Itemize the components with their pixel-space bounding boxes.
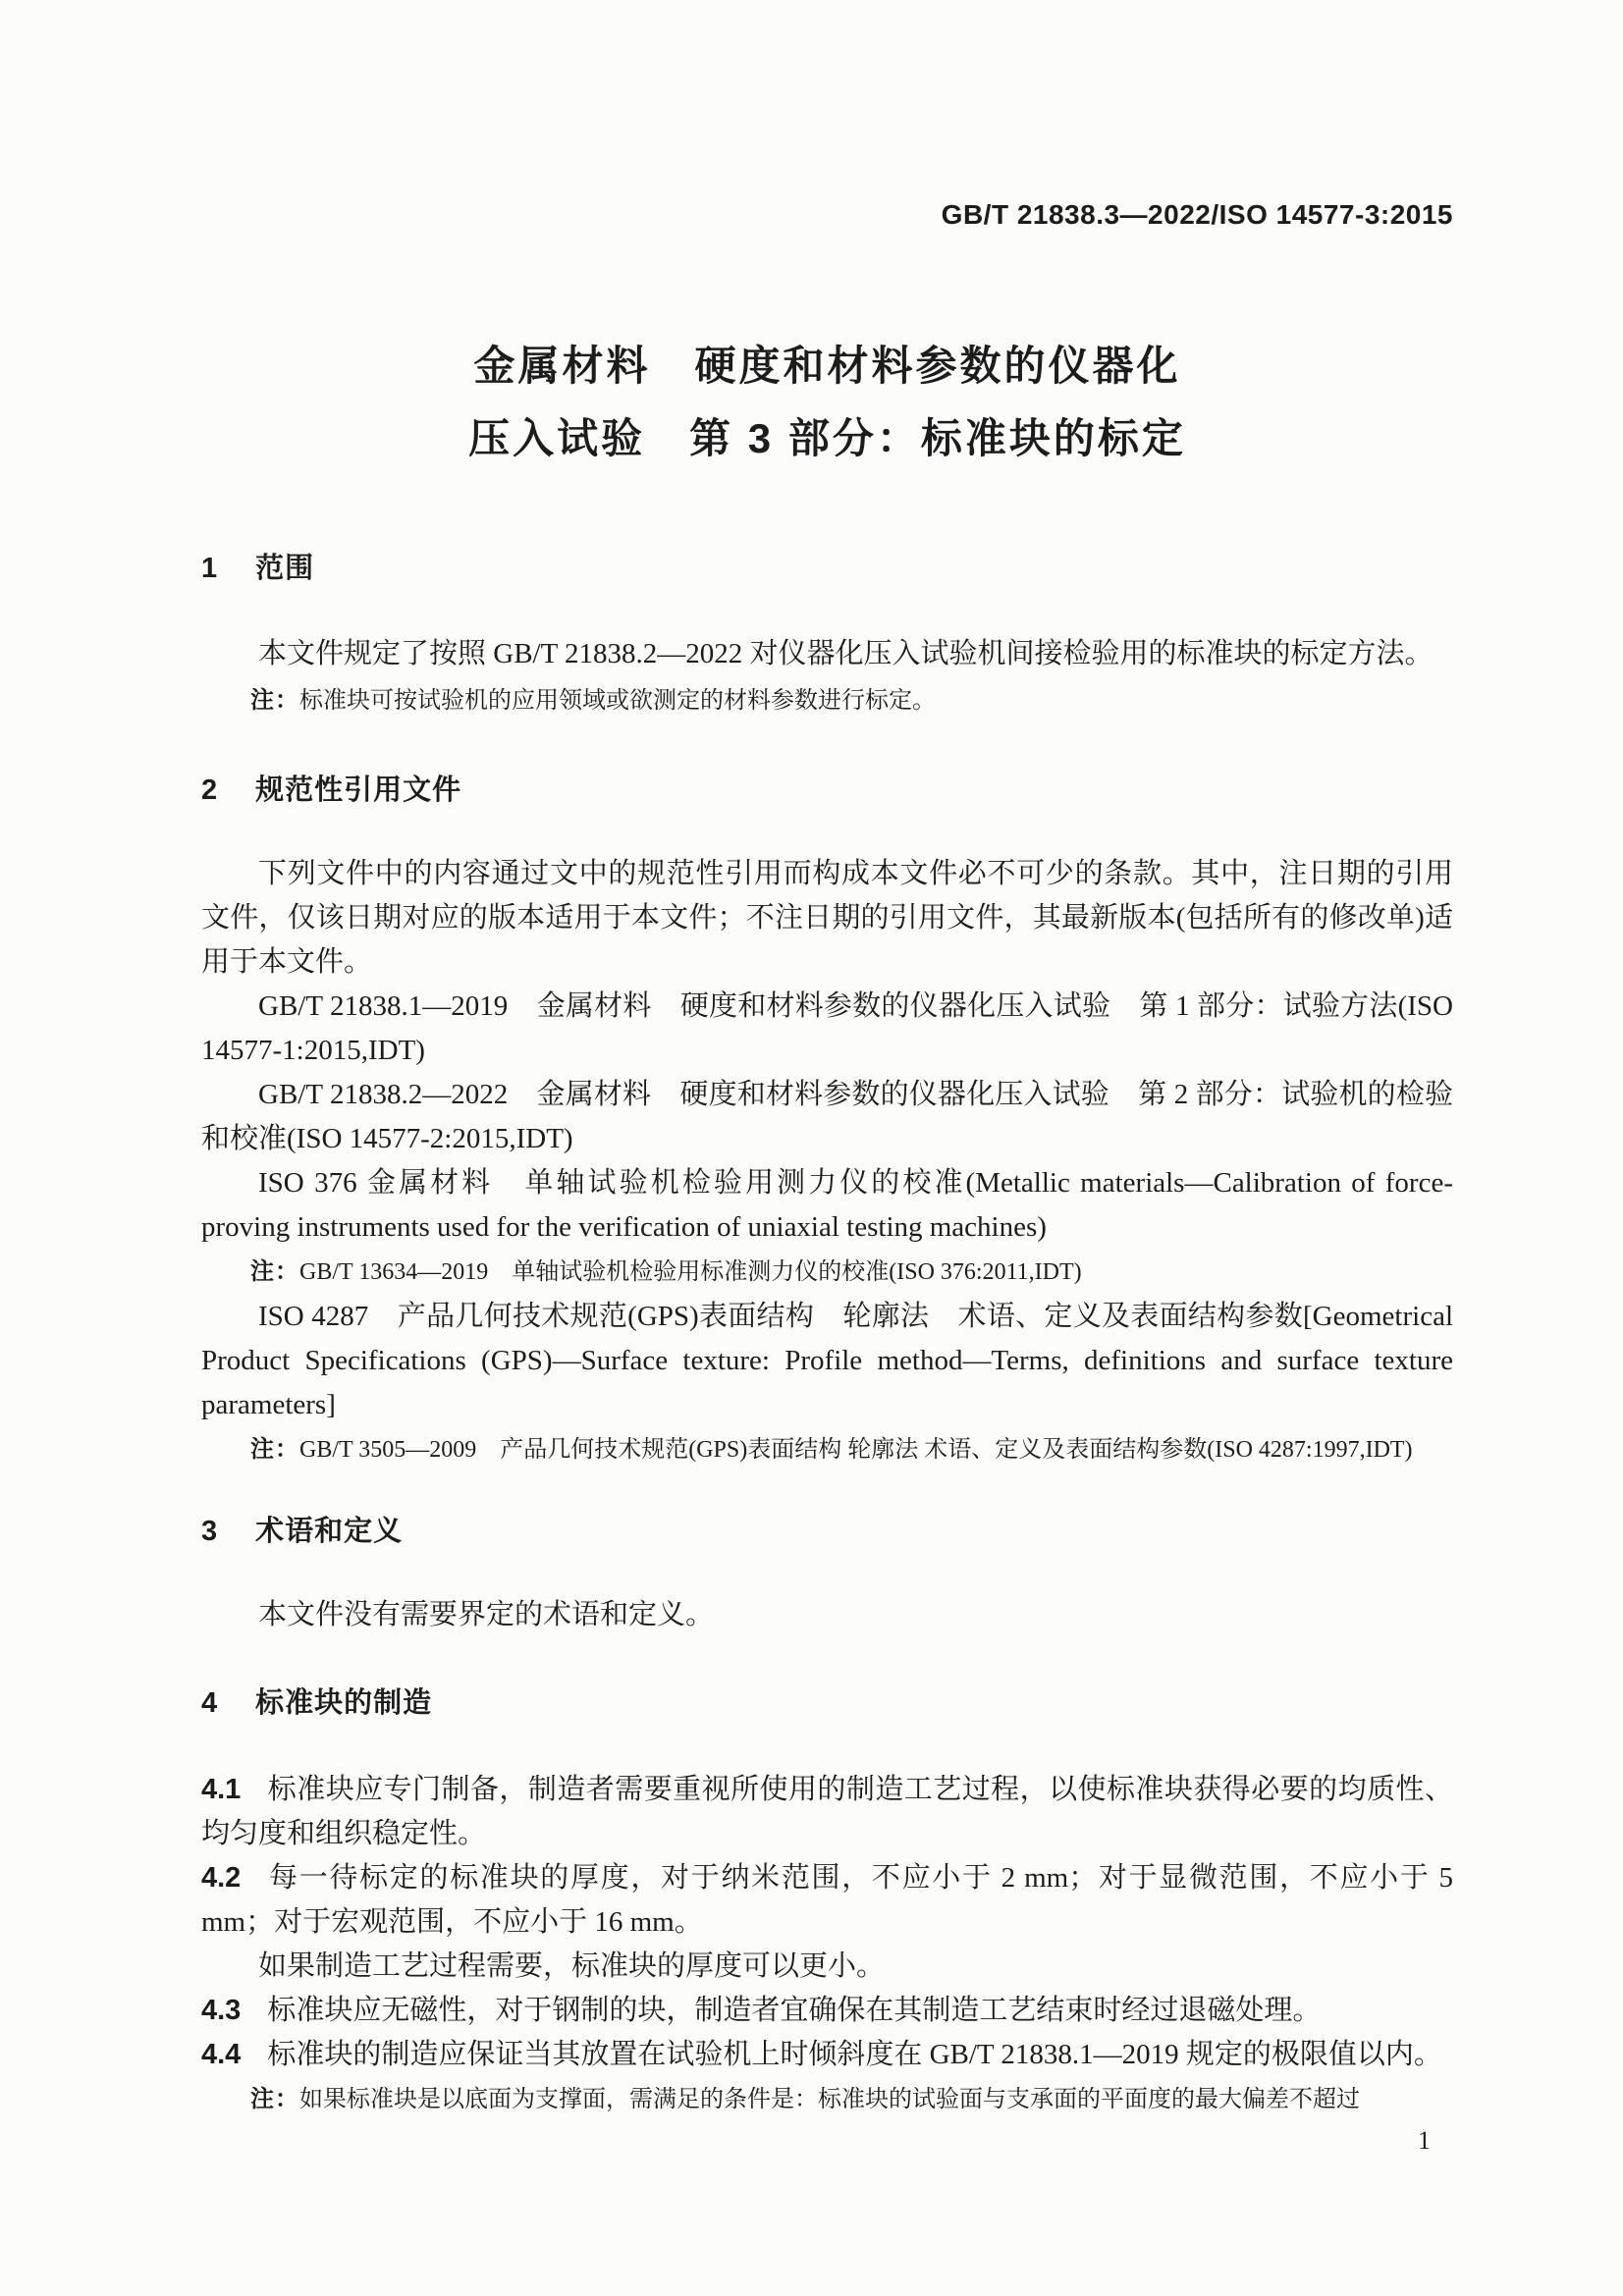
section-4-body (201, 1768, 1453, 2122)
clause-text: 标准块应专门制备，制造者需要重视所使用的制造工艺过程，以使标准块获得必要的均质性、均匀度和组织稳定性。 (201, 1774, 1453, 1849)
reference-note (201, 1427, 1453, 1472)
section-2-number: 2 (201, 774, 219, 806)
note-label: 注： (250, 1436, 299, 1463)
clause-4-2 (201, 1856, 1453, 1945)
section-3-number: 3 (201, 1516, 219, 1547)
reference-item: ISO 376 金属材料 单轴试验机检验用测力仪的校准(Metallic materials—Calibration of force-proving instruments used for the verification of uniaxial testing machines) (201, 1167, 1453, 1243)
note-text: 如果标准块是以底面为支撑面，需满足的条件是：标准块的试验面与支承面的平面度的最大偏差不超过 (299, 2087, 1360, 2112)
section-4-note (201, 2077, 1453, 2122)
clause-4-4 (201, 2033, 1453, 2077)
section-3-heading (201, 1510, 1453, 1554)
section-4-title: 标准块的制造 (255, 1687, 433, 1719)
reference-item: GB/T 21838.1—2019 金属材料 硬度和材料参数的仪器化压入试验 第 1 部分：试验方法(ISO 14577-1:2015,IDT) (201, 990, 1453, 1066)
reference-note (201, 1250, 1453, 1295)
clause-number: 4.3 (201, 1995, 242, 2026)
section-1-heading (201, 547, 1453, 591)
reference-item: ISO 4287 产品几何技术规范(GPS)表面结构 轮廓法 术语、定义及表面结构参数[Geometrical Product Specifications (GPS)—Surface texture: Profile method—Terms, definitions and surface texture parameters] (201, 1301, 1453, 1420)
section-2-paragraph: 下列文件中的内容通过文中的规范性引用而构成本文件必不可少的条款。其中，注日期的引用文件，仅该日期对应的版本适用于本文件；不注日期的引用文件，其最新版本(包括所有的修改单)适用于本文件。 (201, 858, 1453, 978)
document-title-line-2: 压入试验 第 3 部分：标准块的标定 (468, 415, 1186, 461)
section-4-number: 4 (201, 1687, 219, 1719)
note-text: GB/T 3505—2009 产品几何技术规范(GPS)表面结构 轮廓法 术语、定义及表面结构参数(ISO 4287:1997,IDT) (299, 1437, 1413, 1463)
clause-4-3 (201, 1989, 1453, 2033)
section-1-paragraph: 本文件规定了按照 GB/T 21838.2—2022 对仪器化压入试验机间接检验用的标准块的标定方法。 (258, 638, 1434, 669)
clause-text: 标准块应无磁性，对于钢制的块，制造者宜确保在其制造工艺结束时经过退磁处理。 (267, 1995, 1322, 2026)
section-2-title: 规范性引用文件 (255, 774, 462, 806)
clause-text: 每一待标定的标准块的厚度，对于纳米范围，不应小于 2 mm；对于显微范围，不应小于 5 mm；对于宏观范围，不应小于 16 mm。 (201, 1862, 1453, 1938)
note-text: GB/T 13634—2019 单轴试验机检验用标准测力仪的校准(ISO 376:2011,IDT) (299, 1259, 1082, 1285)
clause-4-1 (201, 1768, 1453, 1856)
section-2-heading (201, 769, 1453, 813)
section-1-title: 范围 (255, 553, 315, 584)
note-label: 注： (250, 687, 299, 714)
section-3-title: 术语和定义 (255, 1516, 404, 1547)
section-4-heading (201, 1682, 1453, 1726)
clause-number: 4.2 (201, 1862, 242, 1894)
clause-4-2-subparagraph: 如果制造工艺过程需要，标准块的厚度可以更小。 (258, 1950, 886, 1982)
page-number: 1 (1418, 2126, 1431, 2155)
clause-number: 4.4 (201, 2039, 242, 2070)
section-2-body (201, 852, 1453, 1472)
note-label: 注： (250, 1258, 299, 1285)
section-3-paragraph: 本文件没有需要界定的术语和定义。 (258, 1599, 715, 1630)
document-title (201, 330, 1453, 475)
header-standard-code: GB/T 21838.3—2022/ISO 14577-3:2015 (941, 199, 1453, 230)
clause-number: 4.1 (201, 1774, 242, 1805)
clause-text: 标准块的制造应保证当其放置在试验机上时倾斜度在 GB/T 21838.1—2019 规定的极限值以内。 (267, 2039, 1442, 2070)
section-1-number: 1 (201, 553, 219, 584)
document-title-line-1: 金属材料 硬度和材料参数的仪器化 (473, 343, 1181, 389)
section-1-note (201, 678, 1453, 723)
note-text: 标准块可按试验机的应用领域或欲测定的材料参数进行标定。 (299, 688, 936, 714)
note-label: 注： (250, 2086, 299, 2112)
reference-item: GB/T 21838.2—2022 金属材料 硬度和材料参数的仪器化压入试验 第 2 部分：试验机的检验和校准(ISO 14577-2:2015,IDT) (201, 1079, 1453, 1154)
